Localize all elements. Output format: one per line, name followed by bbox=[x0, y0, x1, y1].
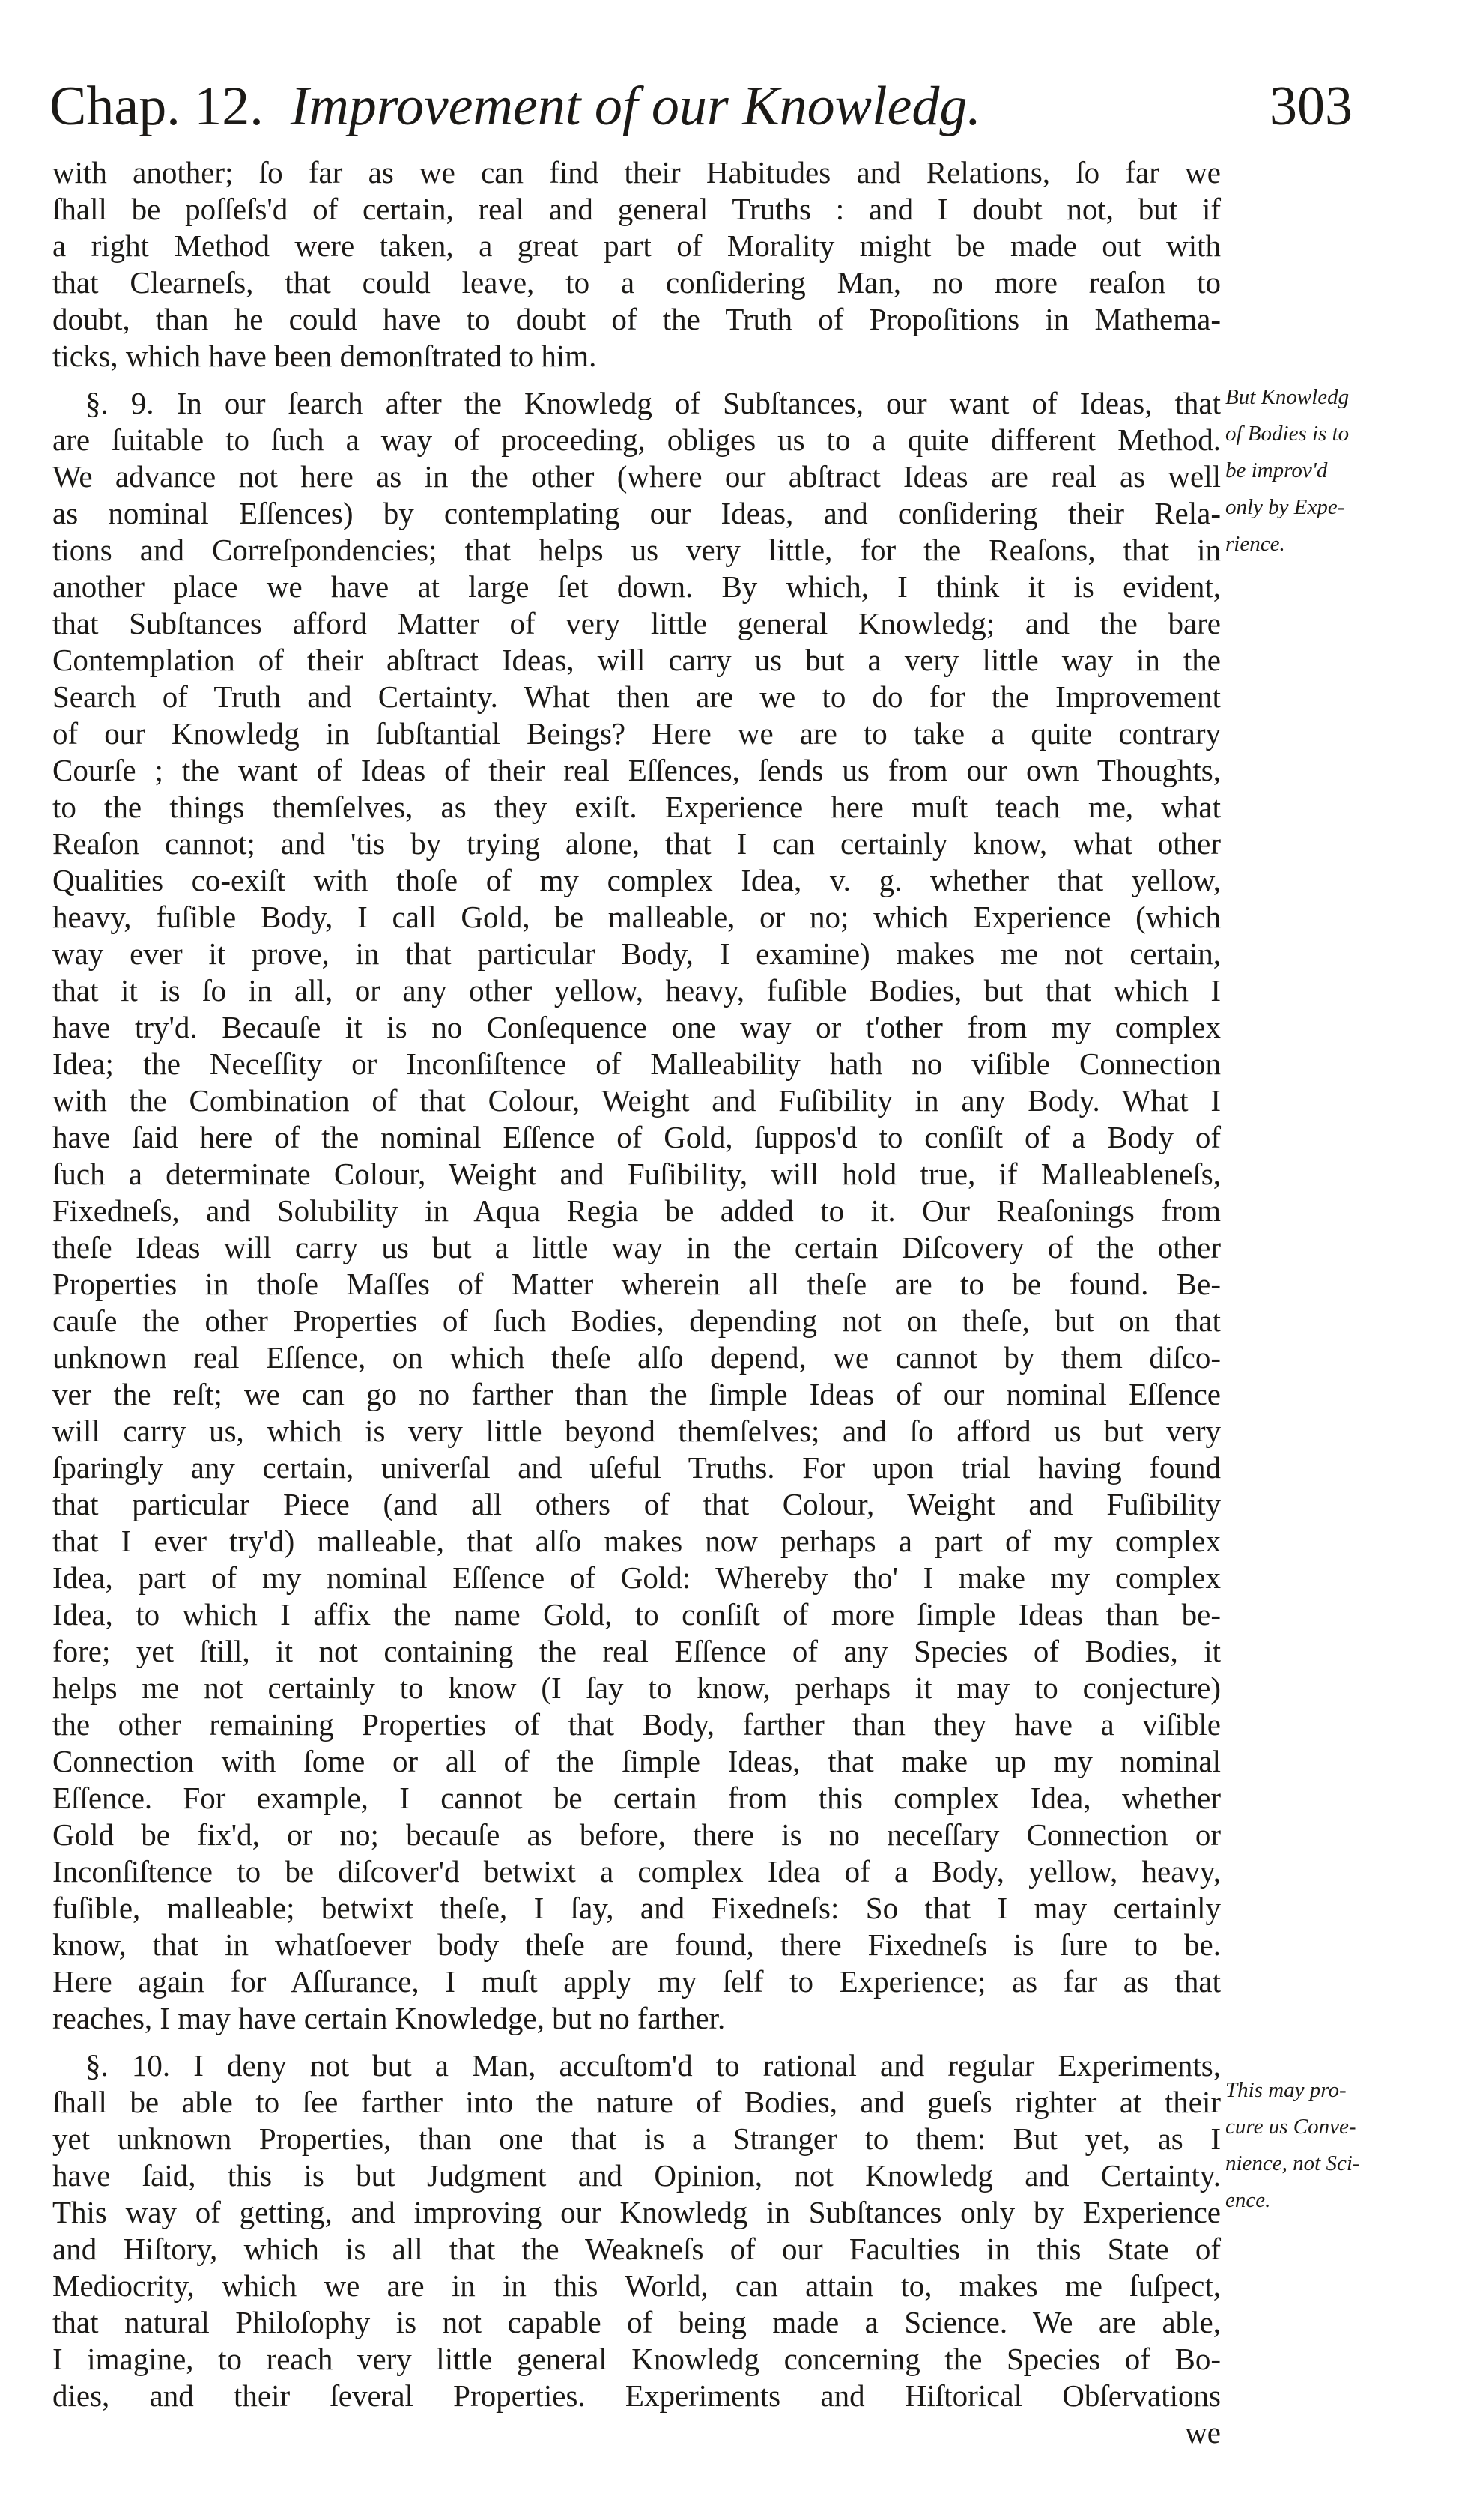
text-line: know, that in whatſoever body theſe are found, there Fixedneſs is ſure to be. bbox=[52, 1927, 1221, 1962]
text-line: the other remaining Properties of that Body, farther than they have a viſible bbox=[52, 1707, 1221, 1742]
text-line: that natural Philoſophy is not capable of being made a Science. We are able, bbox=[52, 2305, 1221, 2339]
text-line: have try'd. Becauſe it is no Conſequence one way or t'other from my complex bbox=[52, 1010, 1221, 1044]
sidenote-line: nience, not Sci- bbox=[1225, 2151, 1360, 2175]
text-line: Contemplation of their abſtract Ideas, will carry us but a very little way in the bbox=[52, 643, 1221, 677]
text-line: Fixedneſs, and Solubility in Aqua Regia be added to it. Our Reaſonings from bbox=[52, 1193, 1221, 1228]
text-line: ſhall be poſſeſs'd of certain, real and general Truths : and I doubt not, but if bbox=[52, 192, 1221, 226]
text-line: and Hiſtory, which is all that the Weakneſs of our Faculties in this State of bbox=[52, 2232, 1221, 2266]
sidenote-line: only by Expe- bbox=[1225, 495, 1345, 519]
page-number: 303 bbox=[1270, 76, 1353, 137]
chapter-label: Chap. 12. bbox=[49, 76, 264, 137]
text-line: ſhall be able to ſee farther into the nature of Bodies, and gueſs righter at their bbox=[52, 2085, 1221, 2119]
text-line: We advance not here as in the other (where our abſtract Ideas are real as well bbox=[52, 459, 1221, 494]
text-line: Reaſon cannot; and 'tis by trying alone, that I can certainly know, what other bbox=[52, 826, 1221, 861]
text-line: Idea; the Neceſſity or Inconſiſtence of Malleability hath no viſible Connection bbox=[52, 1047, 1221, 1081]
text-line: unknown real Eſſence, on which theſe alſo depend, we cannot by them diſco- bbox=[52, 1340, 1221, 1375]
text-line: that I ever try'd) malleable, that alſo makes now perhaps a part of my complex bbox=[52, 1524, 1221, 1558]
text-line: Inconſiſtence to be diſcover'd betwixt a complex Idea of a Body, yellow, heavy, bbox=[52, 1854, 1221, 1889]
sidenote-line: ence. bbox=[1225, 2188, 1271, 2212]
text-line: Mediocrity, which we are in in this World, can attain to, makes me ſuſpect, bbox=[52, 2268, 1221, 2303]
text-line: helps me not certainly to know (I ſay to know, perhaps it may to conjecture) bbox=[52, 1671, 1221, 1705]
text-line: are ſuitable to ſuch a way of proceeding, obliges us to a quite different Method. bbox=[52, 422, 1221, 457]
paragraph-first-line: §. 9. In our ſearch after the Knowledg of Subſtances, our want of Ideas, that bbox=[85, 386, 1221, 420]
text-line: Connection with ſome or all of the ſimple Ideas, that make up my nominal bbox=[52, 1744, 1221, 1778]
sidenote-line: rience. bbox=[1225, 532, 1285, 556]
text-line: of our Knowledg in ſubſtantial Beings? Here we are to take a quite contrary bbox=[52, 716, 1221, 751]
text-line: a right Method were taken, a great part of Morality might be made out with bbox=[52, 228, 1221, 263]
text-line: that it is ſo in all, or any other yellow, heavy, fuſible Bodies, but that which I bbox=[52, 973, 1221, 1008]
text-line: Here again for Aſſurance, I muſt apply my ſelf to Experience; as far as that bbox=[52, 1964, 1221, 1999]
text-line: fore; yet ſtill, it not containing the real Eſſence of any Species of Bodies, it bbox=[52, 1634, 1221, 1668]
paragraph-gap bbox=[52, 2037, 1221, 2047]
text-line: I imagine, to reach very little general Knowledg concerning the Species of Bo- bbox=[52, 2342, 1221, 2376]
text-line: Idea, to which I affix the name Gold, to conſiſt of more ſimple Ideas than be- bbox=[52, 1597, 1221, 1632]
text-line: have ſaid, this is but Judgment and Opinion, not Knowledg and Certainty. bbox=[52, 2158, 1221, 2193]
sidenote-line: This may pro- bbox=[1225, 2078, 1347, 2102]
text-line: fuſible, malleable; betwixt theſe, I ſay, and Fixedneſs: So that I may certainly bbox=[52, 1891, 1221, 1925]
text-line: that Clearneſs, that could leave, to a conſidering Man, no more reaſon to bbox=[52, 265, 1221, 300]
catchword: we bbox=[1185, 2415, 1221, 2450]
paragraph-first-line: §. 10. I deny not but a Man, accuſtom'd to rational and regular Experiments, bbox=[85, 2048, 1221, 2083]
text-line: dies, and their ſeveral Properties. Experiments and Hiſtorical Obſervations bbox=[52, 2378, 1221, 2413]
text-line: Eſſence. For example, I cannot be certain from this complex Idea, whether bbox=[52, 1781, 1221, 1815]
text-line: way ever it prove, in that particular Body, I examine) makes me not certain, bbox=[52, 936, 1221, 971]
text-line: ſuch a determinate Colour, Weight and Fuſibility, will hold true, if Malleableneſs, bbox=[52, 1157, 1221, 1191]
text-line: heavy, fuſible Body, I call Gold, be malleable, or no; which Experience (which bbox=[52, 900, 1221, 934]
text-line: with another; ſo far as we can find their Habitudes and Relations, ſo far we bbox=[52, 155, 1221, 190]
sidenote-line: cure us Conve- bbox=[1225, 2115, 1356, 2139]
running-header bbox=[49, 69, 1353, 151]
sidenote-line: be improv'd bbox=[1225, 458, 1328, 482]
text-line: as nominal Eſſences) by contemplating our Ideas, and conſidering their Rela- bbox=[52, 496, 1221, 530]
text-line: with the Combination of that Colour, Weight and Fuſibility in any Body. What I bbox=[52, 1083, 1221, 1118]
running-title: Improvement of our Knowledg. bbox=[290, 76, 981, 137]
text-line: cauſe the other Properties of ſuch Bodies, depending not on theſe, but on that bbox=[52, 1303, 1221, 1338]
text-line: to the things themſelves, as they exiſt. Experience here muſt teach me, what bbox=[52, 790, 1221, 824]
sidenote-knowledg-of-bodies bbox=[1225, 379, 1405, 563]
text-line: ticks, which have been demonſtrated to him. bbox=[52, 339, 597, 373]
text-line: another place we have at large ſet down. By which, I think it is evident, bbox=[52, 569, 1221, 604]
sidenote-line: But Knowledg bbox=[1225, 385, 1350, 409]
text-line: Gold be fix'd, or no; becauſe as before, there is no neceſſary Connection or bbox=[52, 1817, 1221, 1852]
text-line: Qualities co-exiſt with thoſe of my complex Idea, v. g. whether that yellow, bbox=[52, 863, 1221, 897]
text-line: ſparingly any certain, univerſal and uſeful Truths. For upon trial having found bbox=[52, 1450, 1221, 1485]
sidenote-convenience-not-science bbox=[1225, 2072, 1405, 2219]
text-line: ver the reſt; we can go no farther than the ſimple Ideas of our nominal Eſſence bbox=[52, 1377, 1221, 1411]
text-line: reaches, I may have certain Knowledge, but no farther. bbox=[52, 2001, 726, 2035]
text-line: Courſe ; the want of Ideas of their real Eſſences, ſends us from our own Thoughts, bbox=[52, 753, 1221, 787]
text-line: that particular Piece (and all others of that Colour, Weight and Fuſibility bbox=[52, 1487, 1221, 1521]
text-line: Search of Truth and Certainty. What then are we to do for the Improvement bbox=[52, 679, 1221, 714]
text-line: Idea, part of my nominal Eſſence of Gold: Whereby tho' I make my complex bbox=[52, 1560, 1221, 1595]
text-line: This way of getting, and improving our Knowledg in Subſtances only by Experience bbox=[52, 2195, 1221, 2229]
header-left bbox=[49, 69, 981, 144]
body-text bbox=[52, 154, 1221, 2451]
paragraph-gap bbox=[52, 375, 1221, 385]
text-line: doubt, than he could have to doubt of the Truth of Propoſitions in Mathema- bbox=[52, 302, 1221, 336]
text-line: that Subſtances afford Matter of very little general Knowledg; and the bare bbox=[52, 606, 1221, 640]
text-line: theſe Ideas will carry us but a little way in the certain Diſcovery of the other bbox=[52, 1230, 1221, 1264]
sidenote-line: of Bodies is to bbox=[1225, 422, 1350, 446]
text-line: Properties in thoſe Maſſes of Matter wherein all theſe are to be found. Be- bbox=[52, 1267, 1221, 1301]
text-line: have ſaid here of the nominal Eſſence of Gold, ſuppos'd to conſiſt of a Body of bbox=[52, 1120, 1221, 1154]
text-line: will carry us, which is very little beyond themſelves; and ſo afford us but very bbox=[52, 1414, 1221, 1448]
text-line: yet unknown Properties, than one that is a Stranger to them: But yet, as I bbox=[52, 2121, 1221, 2156]
text-line: tions and Correſpondencies; that helps us very little, for the Reaſons, that in bbox=[52, 533, 1221, 567]
